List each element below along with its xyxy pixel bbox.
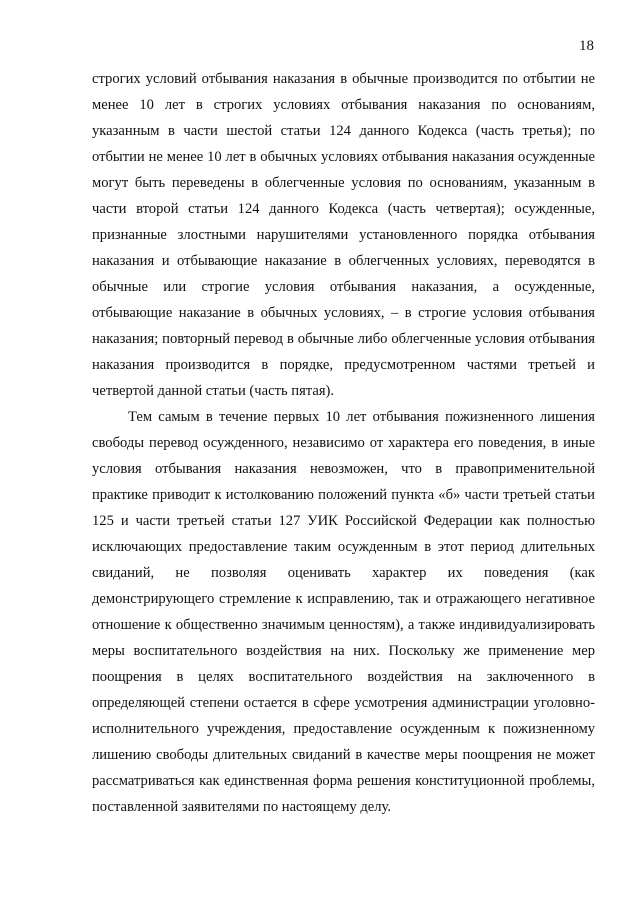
page-number: 18 <box>579 38 594 54</box>
paragraph-continuation: строгих условий отбывания наказания в обычные производится по отбытии не менее 10 лет в строгих условиях отбывания наказания по основаниям, указанным в части шестой статьи 124 данного Кодекса (часть третья); по отбытии не менее 10 лет в обычных условиях отбывания наказания осужденные могут быть переведены в облегченные условия по основаниям, указанным в части второй статьи 124 данного Кодекса (часть четвертая); осужденные, признанные злостными нарушителями установленного порядка отбывания наказания и отбывающие наказание в облегченных условиях, переводятся в обычные или строгие условия отбывания наказания, а осужденные, отбывающие наказание в обычных условиях, – в строгие условия отбывания наказания; повторный перевод в обычные либо облегченные условия отбывания наказания производится в порядке, предусмотренном частями третьей и четвертой данной статьи (часть пятая). <box>92 71 595 399</box>
body-text <box>92 66 595 820</box>
paragraph-main: Тем самым в течение первых 10 лет отбывания пожизненного лишения свободы перевод осужденного, независимо от характера его поведения, в иные условия отбывания наказания невозможен, что в правоприменительной практике приводит к истолкованию положений пункта «б» части третьей статьи 125 и части третьей статьи 127 УИК Российской Федерации как полностью исключающих предоставление таким осужденным в этот период длительных свиданий, не позволяя оценивать характер их поведения (как демонстрирующего стремление к исправлению, так и отражающего негативное отношение к общественно значимым ценностям), а также индивидуализировать меры воспитательного воздействия на них. Поскольку же применение мер поощрения в целях воспитательного воздействия на заключенного в определяющей степени остается в сфере усмотрения администрации уголовно-исполнительного учреждения, предоставление осужденным к пожизненному лишению свободы длительных свиданий в качестве меры поощрения не может рассматриваться как единственная форма решения конституционной проблемы, поставленной заявителями по настоящему делу. <box>92 409 595 815</box>
